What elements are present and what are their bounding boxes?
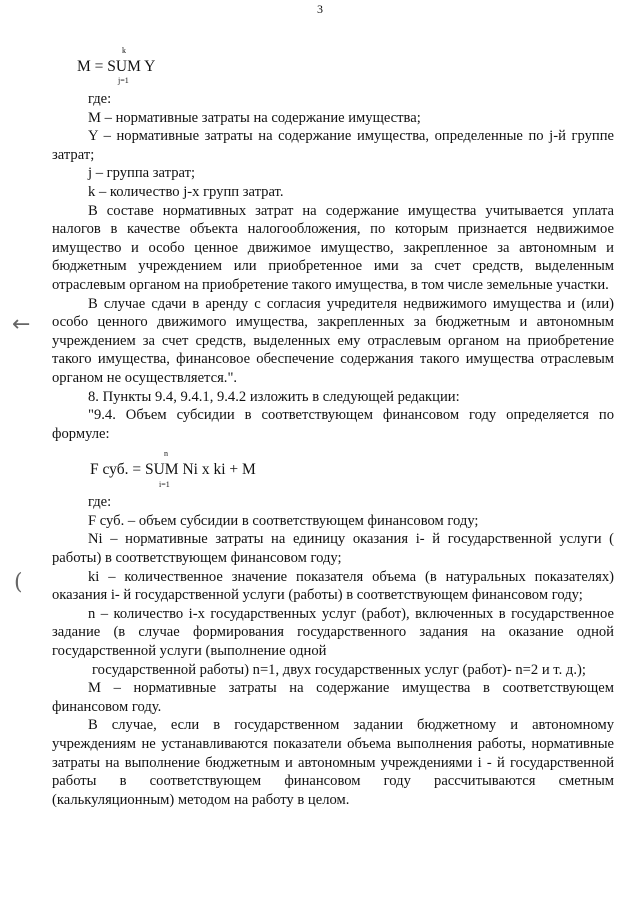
paragraph-calculation-method: В случае, если в государственном задании бюджетному и автономному учреждениям не устанавливаются показатели объема выполнения работы, нормативные затраты на выполнение бюджетным и автономным учреждениями i - й государственной работы в соответствующем финансовом году рассчитываются сметным (калькуляционным) методом на работу в целом. <box>52 717 614 808</box>
paragraph-taxes: В составе нормативных затрат на содержание имущества учитывается уплата налогов в качестве объекта налогообложения, по которым признается недвижимое имущество и особо ценное движимое имущество, закрепленное за автономным и бюджетным учреждением или приобретенное ими за счет средств, выделенным отраслевым органом на приобретение такого имущества, в том числе земельные участки. <box>52 202 614 293</box>
formula-m <box>52 40 614 90</box>
paragraph-item-8: 8. Пункты 9.4, 9.4.1, 9.4.2 изложить в следующей редакции: <box>88 388 460 405</box>
text-def-k: k – количество j-х групп затрат. <box>88 183 284 200</box>
formula-f-lower-limit: i=1 <box>159 480 170 490</box>
formula-f-expression: F суб. = SUM Ni x ki + M <box>90 461 256 479</box>
text-def-f: F суб. – объем субсидии в соответствующем финансовом году; <box>88 512 479 529</box>
text-where-2: где: <box>88 494 112 511</box>
paragraph-9-4: "9.4. Объем субсидии в соответствующем финансовом году определяется по формуле: <box>52 407 614 442</box>
page-number: 3 <box>317 2 323 16</box>
text-def-n: n – количество i-х государственных услуг (работ), включенных в государственное задание (в случае формирования государственного задания на оказание одной государственной услуги (выполнение одной <box>52 605 614 660</box>
text-where: где: <box>88 91 112 107</box>
margin-mark-bracket: ( <box>14 570 23 595</box>
text-def-j: j – группа затрат; <box>88 165 196 182</box>
text-def-ni: Ni – нормативные затраты на единицу оказания i- й государственной услуги ( работы) в соответствующем финансовом году; <box>52 531 614 567</box>
text-def-y: Y – нормативные затраты на содержание имущества, определенные по j-й группе затрат; <box>52 128 614 163</box>
formula-m-lower-limit: j=1 <box>118 76 129 85</box>
text-def-m-2: M – нормативные затраты на содержание имущества в соответствующем финансовом году. <box>52 680 614 715</box>
text-def-ki: ki – количественное значение показателя объема (в натуральных показателях) оказания i- й государственной услуги (работы) в соответствующем финансовом году; <box>52 568 614 604</box>
text-def-m: M – нормативные затраты на содержание имущества; <box>88 109 421 126</box>
document-body <box>52 40 614 809</box>
formula-f <box>52 443 614 493</box>
formula-m-upper-limit: k <box>122 46 126 55</box>
formula-f-upper-limit: n <box>164 449 168 459</box>
formula-m-expression: M = SUM Y <box>77 58 156 75</box>
margin-mark-arrow: ← <box>12 312 31 337</box>
text-def-n-cont: государственной работы) n=1, двух государственных услуг (работ)- n=2 и т. д.); <box>92 661 586 678</box>
paragraph-rent: В случае сдачи в аренду с согласия учредителя недвижимого имущества и (или) особо ценного движимого имущества, закрепленных за бюджетным и автономным учреждением за счет средств, выделенных ему отраслевым органом на приобретение такого имущества, финансовое обеспечение содержания такого имущества отраслевым органом не осуществляется.". <box>52 295 614 386</box>
